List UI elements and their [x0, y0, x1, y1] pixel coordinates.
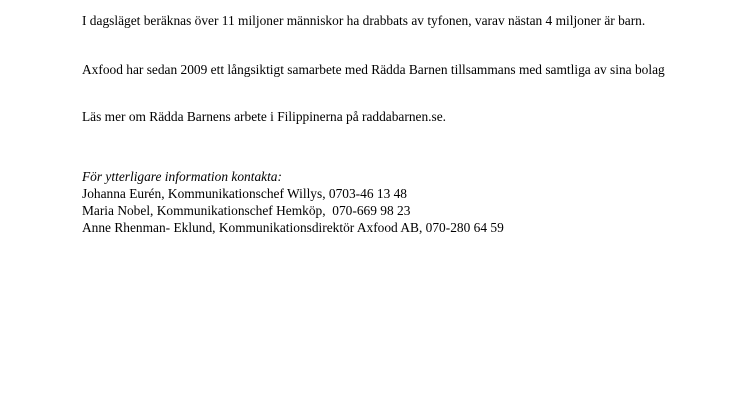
paragraph-axfood-partnership: Axfood har sedan 2009 ett långsiktigt samarbete med Rädda Barnen tillsammans med samtliga av sina bolag: [82, 62, 665, 77]
contact-heading: För ytterligare information kontakta:: [82, 169, 282, 184]
contact-line-anne: Anne Rhenman- Eklund, Kommunikationsdirektör Axfood AB, 070-280 64 59: [82, 220, 504, 235]
paragraph-read-more: Läs mer om Rädda Barnens arbete i Filippinerna på raddabarnen.se.: [82, 109, 447, 124]
paragraph-typhoon-impact: I dagsläget beräknas över 11 miljoner människor ha drabbats av tyfonen, varav nästan 4 miljoner är barn.: [82, 13, 646, 28]
contact-line-johanna: Johanna Eurén, Kommunikationschef Willys, 0703-46 13 48: [82, 186, 408, 201]
contact-line-maria: Maria Nobel, Kommunikationschef Hemköp, 070-669 98 23: [82, 203, 411, 218]
contact-section: [82, 168, 722, 236]
